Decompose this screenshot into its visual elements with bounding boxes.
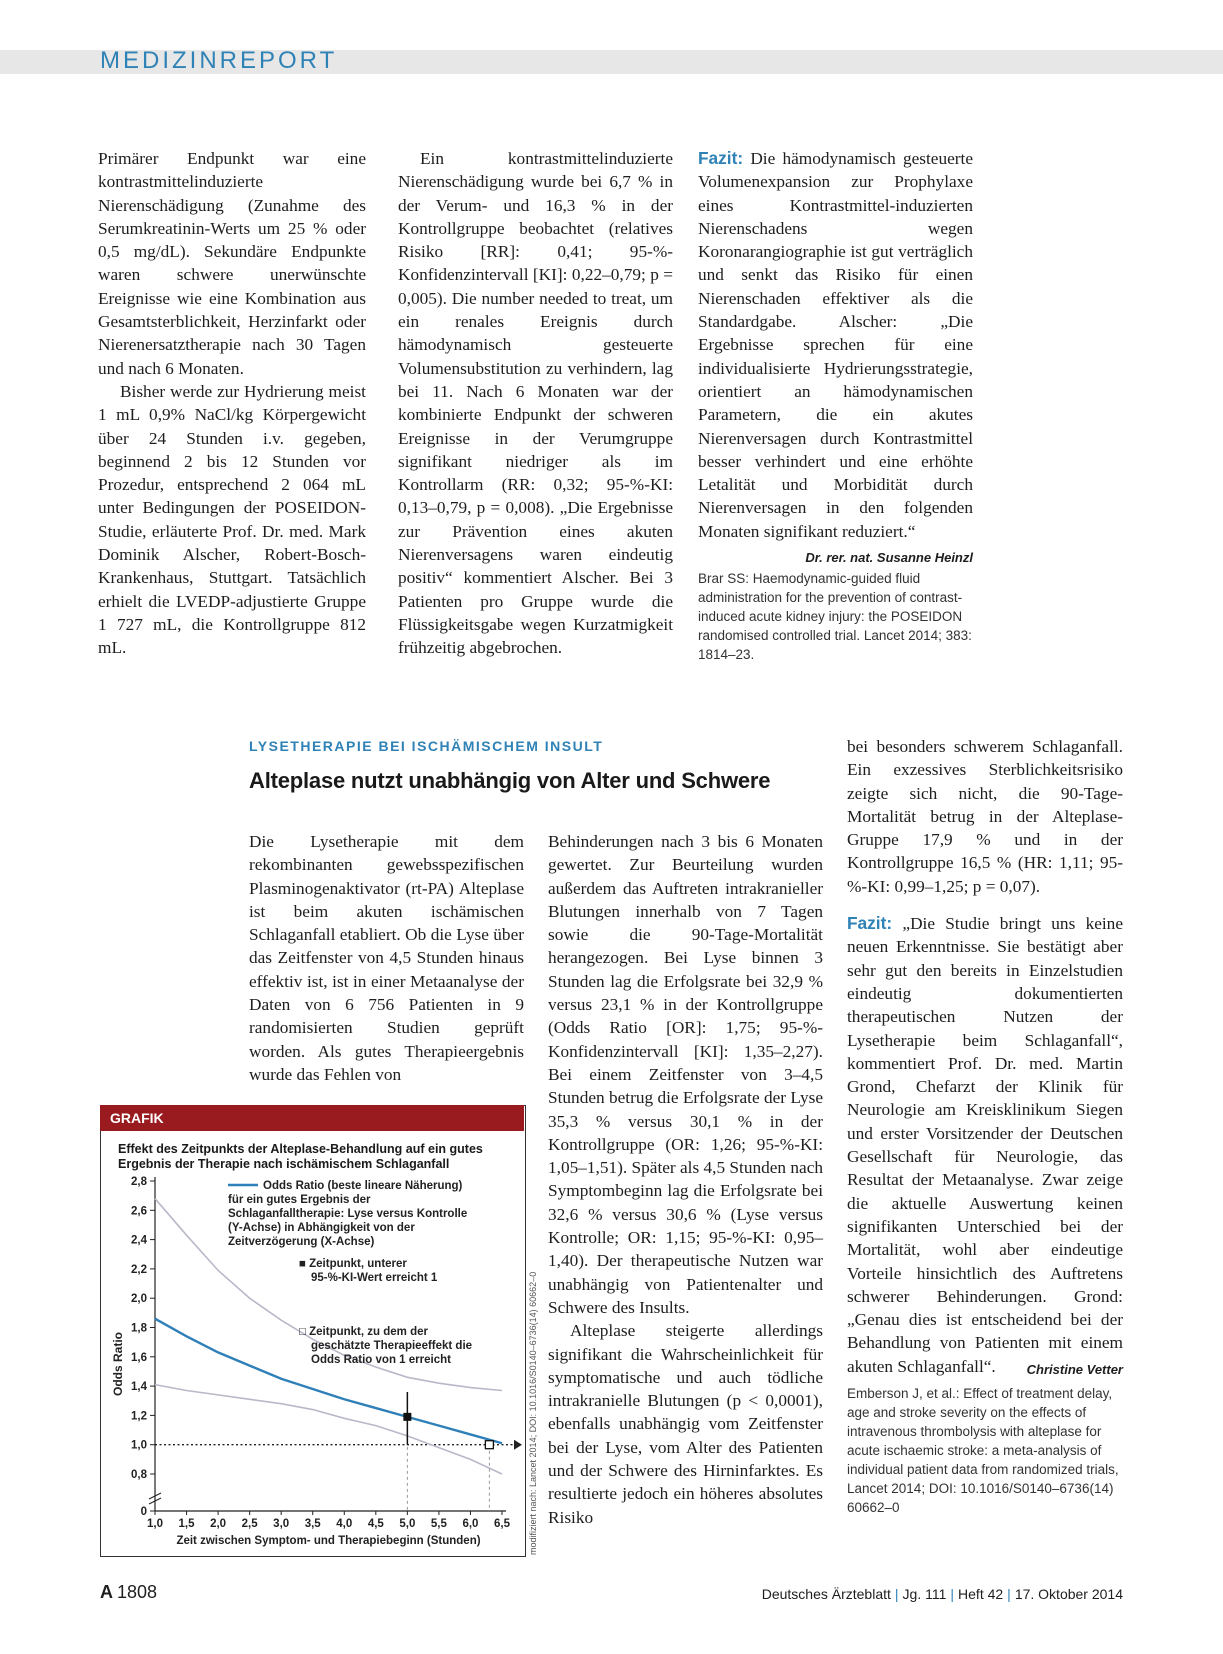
article1-column-3 (698, 147, 973, 664)
article2-column-1 (249, 830, 524, 1086)
legend-series-label: Odds Ratio (beste lineare Näherung) (263, 1180, 463, 1192)
page-number (100, 1582, 157, 1603)
legend-series-label: Schlaganfalltherapie: Lyse versus Kontrolle (228, 1208, 468, 1220)
x-axis-label: Zeit zwischen Symptom- und Therapiebeginn (Stunden) (176, 1535, 481, 1547)
x-tick-label: 4,5 (367, 1518, 384, 1530)
odds-ratio-chart (100, 1131, 524, 1555)
page-number-value: 1808 (117, 1582, 158, 1602)
article2-col2-p1: Behinderungen nach 3 bis 6 Monaten gewertet. Zur Beurteilung wurden außerdem das Auftreten intrakranieller Blutungen innerhalb von 7 Tagen sowie die 90-Tage-Mortalität herangezogen. Bei Lyse binnen 3 Stunden lag die Erfolgsrate bei 32,9 % versus 23,1 % in der Kontrollgruppe (Odds Ratio [OR]: 1,75; 95-%-Konfidenzintervall [KI]: 1,35–2,27). Bei einem Zeitfenster von 3–4,5 Stunden betrug die Erfolgsrate der Lyse 35,3 % versus 30,1 % in der Kontrollgruppe (OR: 1,26; 95-%-KI: 1,05–1,51). Später als 4,5 Stunden nach Symptombeginn lag die Erfolgsrate bei 32,6 % versus 30,6 % (Lyse versus Kontrolle; OR: 1,15; 95-%-KI: 0,95–1,40). Der therapeutische Nutzen war unabhängig von Patientenalter und Schwere des Insults. (548, 832, 824, 1317)
article2-column-2 (548, 830, 823, 1529)
article1-column-2 (398, 147, 673, 660)
article1-col1-p1: Primärer Endpunkt war eine kontrastmittelinduzierte Nierenschädigung (Zunahme des Serumkreatinin-Werts um 25 % oder 0,5 mg/dL). Sekundäre Endpunkte waren schwere unerwünschte Ereignisse wie eine Kombination aus Gesamtsterblichkeit, Herzinfarkt oder Nierenersatztherapie nach 30 Tagen und nach 6 Monaten. (98, 149, 366, 378)
article2-fazit-text: „Die Studie bringt uns keine neuen Erkenntnisse. Sie bestätigt aber sehr gut den bereits in Einzelstudien eindeutig dokumentierten therapeutischen Nutzen der Lysetherapie beim Schlaganfall“, kommentiert Prof. Dr. med. Martin Grond, Chefarzt der Klinik für Neurologie am Kreisklinikum Siegen und erster Vorsitzender der Deutschen Gesellschaft für Neurologie, das Resultat der Metaanalyse. Zwar zeige die aktuelle Auswertung keinen signifikanten Unterschied bei der Mortalität, wohl aber eindeutige Vorteile hinsichtlich des Auftretens schwerer Behinderungen. Grond: „Genau dies ist entscheidend bei der Behandlung von Patienten mit einem akuten Schlaganfall“. (847, 914, 1123, 1376)
y-tick-label: 1,0 (131, 1439, 147, 1452)
article2-col3-intro: bei besonders schwerem Schlaganfall. Ein exzessives Sterblichkeitsrisiko zeigte sich nicht, die 90-Tage-Mortalität betrug in der Alteplase-Gruppe 17,9 % und in der Kontrollgruppe 16,5 % (HR: 1,11; 95-%-KI: 0,99–1,25; p = 0,07). (847, 737, 1123, 896)
article2-column-3 (847, 735, 1123, 1517)
chart-credit: modifiziert nach: Lancet 2014; DOI: 10.1016/S0140–6736(14) 60662–0 (528, 1271, 538, 1555)
article2-col1-p1: Die Lysetherapie mit dem rekombinanten gewebsspezifischen Plasminogenaktivator (rt-PA) Alteplase ist beim akuten ischämischen Schlaganfall etabliert. Ob die Lyse über das Zeitfenster von 4,5 Stunden hinaus effektiv ist, ist in einer Metaanalyse der Daten von 6 756 Patienten in 9 randomisierten Studien geprüft worden. Als gutes Therapieergebnis wurde das Fehlen von (249, 832, 524, 1084)
x-tick-label: 2,5 (241, 1518, 258, 1530)
page-prefix: A (100, 1582, 113, 1602)
journal-issue: Heft 42 (958, 1586, 1004, 1602)
article1-fazit-text: Die hämodynamisch gesteuerte Volumenexpansion zur Prophylaxe eines Kontrastmittel-induzierten Nierenschadens wegen Koronarangiographie ist gut verträglich und senkt das Risiko für einen Nierenschaden effektiver als die Standardgabe. Alscher: „Die Ergebnisse sprechen für eine individualisierte Hydrierungsstrategie, orientiert an hämodynamischen Parametern, die ein akutes Nierenversagen durch Kontrastmittel besser verhindert und eine erhöhte Letalität und Morbidität durch Nierenversagen in den folgenden Monaten signifikant reduziert.“ (698, 149, 973, 541)
legend-marker-label: Odds Ratio von 1 erreicht (311, 1354, 451, 1366)
journal-date: 17. Oktober 2014 (1014, 1586, 1123, 1602)
legend-marker-label: □ Zeitpunkt, zu dem der (299, 1326, 428, 1338)
section-title: MEDIZINREPORT (100, 47, 338, 74)
y-tick-label: 1,2 (131, 1410, 147, 1423)
y-tick-label: 1,4 (131, 1381, 147, 1394)
x-tick-label: 6,5 (494, 1518, 510, 1530)
x-tick-label: 5,5 (430, 1518, 447, 1530)
x-tick-label: 1,0 (147, 1518, 163, 1530)
legend-series-label: (Y-Achse) in Abhängigkeit von der (228, 1222, 415, 1234)
y-tick-label: 2,8 (131, 1176, 147, 1188)
y-tick-label: 2,6 (131, 1205, 147, 1218)
y-tick-label: 2,0 (131, 1293, 147, 1306)
legend-marker-label: geschätzte Therapieeffekt die (311, 1340, 473, 1352)
x-tick-label: 3,5 (304, 1518, 321, 1530)
y-tick-label: 2,4 (131, 1234, 147, 1247)
article2-col2-p2: Alteplase steigerte allerdings signifikant die Wahrscheinlichkeit für symptomatische und auch tödliche intrakranielle Blutungen (p < 0,0001), ebenfalls unabhängig vom Zeitfenster bei der Lyse, vom Alter des Patienten und der Schwere des Hirninfarktes. Es resultierte jedoch ein höheres absolutes Risiko (548, 1321, 823, 1527)
article1-reference: Brar SS: Haemodynamic-guided fluid administration for the prevention of contrast-induced acute kidney injury: the POSEIDON randomised controlled trial. Lancet 2014; 383: 1814–23. (698, 571, 972, 663)
x-tick-label: 1,5 (178, 1518, 195, 1530)
chart-title-line-2: Ergebnis der Therapie nach ischämischem Schlaganfall (118, 1157, 450, 1171)
y-tick-label: 0,8 (131, 1469, 147, 1481)
x-tick-label: 6,0 (462, 1518, 479, 1530)
article1-column-1 (98, 147, 366, 660)
x-tick-label: 3,0 (273, 1518, 290, 1530)
article2-reference: Emberson J, et al.: Effect of treatment delay, age and stroke severity on the effects of intravenous thrombolysis with alteplase for acute ischaemic stroke: a meta-analysis of individual patient data from randomized trials, Lancet 2014; DOI: 10.1016/S0140–6736(14) 60662–0 (847, 1386, 1119, 1516)
article1-col1-p2: Bisher werde zur Hydrierung meist 1 mL 0,9% NaCl/kg Körpergewicht über 24 Stunden i.v. gegeben, beginnend 2 bis 12 Stunden vor Prozedur, entsprechend 2 064 mL unter Bedingungen der POSEIDON-Studie, erläuterte Prof. Dr. med. Mark Dominik Alscher, Robert-Bosch-Krankenhaus, Stuttgart. Tatsächlich erhielt die LVEDP-adjustierte Gruppe 1 727 mL, die Kontrollgruppe 812 mL. (98, 381, 366, 658)
y-tick-label: 2,2 (131, 1263, 147, 1276)
y-tick-label: 0 (140, 1506, 147, 1518)
reference-arrow (514, 1440, 522, 1450)
article2-author: Christine Vetter (1026, 1361, 1123, 1377)
journal-volume: Jg. 111 (902, 1586, 947, 1602)
marker-open-square (485, 1441, 493, 1449)
legend-series-label: für ein gutes Ergebnis der (228, 1194, 371, 1206)
y-tick-label: 1,8 (131, 1322, 147, 1335)
fazit-label: Fazit: (847, 913, 893, 934)
article1-author: Dr. rer. nat. Susanne Heinzl (805, 550, 973, 566)
x-tick-label: 4,0 (336, 1518, 353, 1530)
journal-name: Deutsches Ärzteblatt (761, 1586, 891, 1602)
article2-kicker: LYSETHERAPIE BEI ISCHÄMISCHEM INSULT (249, 738, 604, 754)
legend-marker-label: 95-%-KI-Wert erreicht 1 (311, 1272, 438, 1284)
fazit-label: Fazit: (698, 148, 744, 168)
chart-title-line-1: Effekt des Zeitpunkts der Alteplase-Behandlung auf ein gutes (118, 1142, 483, 1156)
y-axis-label: Odds Ratio (111, 1331, 125, 1397)
article1-col2-p1: Ein kontrastmittelinduzierte Nierenschädigung wurde bei 6,7 % in der Verum- und 16,3 % in der Kontrollgruppe beobachtet (relatives Risiko [RR]: 0,41; 95-%-Konfidenzintervall [KI]: 0,22–0,79; p = 0,005). Die number needed to treat, um ein renales Ereignis durch hämodynamisch gesteuerte Volumensubstitution zu verhindern, lag bei 11. Nach 6 Monaten war der kombinierte Endpunkt der schweren Ereignisse in der Verumgruppe signifikant niedriger als im Kontrollarm (RR: 0,32; 95-%-KI: 0,13–0,79, p = 0,008). „Die Ergebnisse zur Prävention eines akuten Nierenversagens waren eindeutig positiv“ kommentiert Alscher. Bei 3 Patienten pro Gruppe wurde die Flüssigkeitsgabe wegen Kurzatmigkeit frühzeitig abgebrochen. (398, 149, 673, 658)
x-tick-label: 2,0 (210, 1518, 227, 1530)
legend-marker-label: ■ Zeitpunkt, unterer (299, 1258, 407, 1270)
article2-headline: Alteplase nutzt unabhängig von Alter und Schwere (249, 768, 771, 793)
journal-info: Deutsches Ärzteblatt | Jg. 111 | Heft 42 | 17. Oktober 2014 (761, 1586, 1123, 1602)
x-tick-label: 5,0 (399, 1518, 416, 1530)
legend-series-label: Zeitverzögerung (X-Achse) (228, 1236, 375, 1248)
chart-box-label: GRAFIK (100, 1105, 524, 1131)
y-tick-label: 1,6 (131, 1351, 147, 1364)
